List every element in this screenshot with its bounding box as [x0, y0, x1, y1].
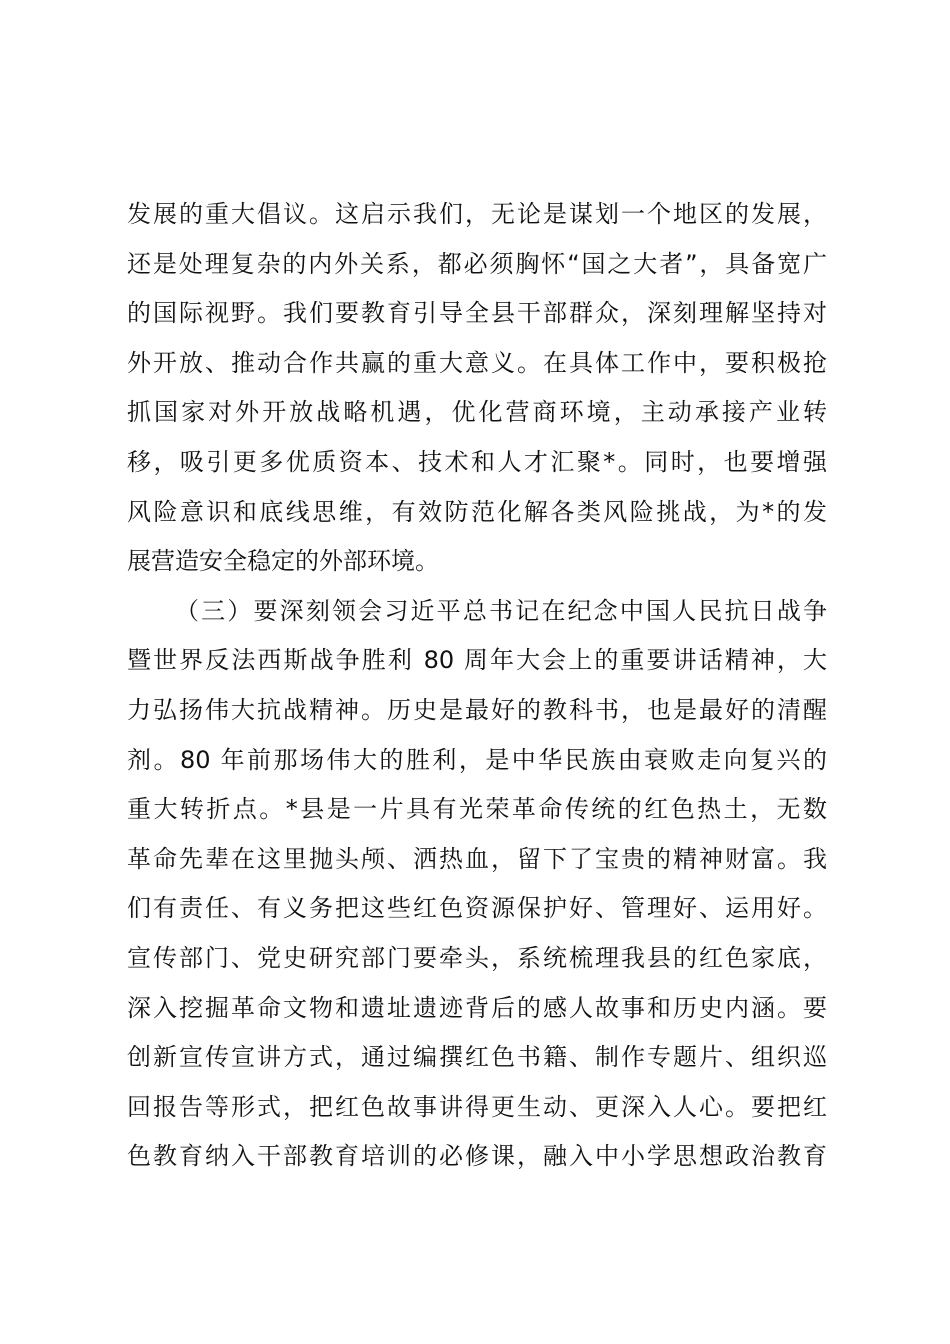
- text-line: 们有责任、有义务把这些红色资源保护好、管理好、运用好。: [127, 894, 827, 923]
- text-line: 重大转折点。*县是一片具有光荣革命传统的红色热土，无数: [127, 795, 827, 824]
- document-body: [127, 190, 827, 1182]
- text-line: 宣传部门、党史研究部门要牵头，系统梳理我县的红色家底，: [127, 943, 827, 972]
- paragraph-1: [127, 190, 827, 587]
- text-line: 发展的重大倡议。这启示我们，无论是谋划一个地区的发展，: [127, 200, 827, 228]
- text-line: 的国际视野。我们要教育引导全县干部群众，深刻理解坚持对: [127, 299, 827, 328]
- text-line: 回报告等形式，把红色故事讲得更生动、更深入人心。要把红: [127, 1092, 827, 1121]
- text-line: 移，吸引更多优质资本、技术和人才汇聚*。同时，也要增强: [127, 447, 827, 476]
- text-line: 暨世界反法西斯战争胜利 80 周年大会上的重要讲话精神，大: [127, 646, 827, 675]
- text-line: 还是处理复杂的内外关系，都必须胸怀“国之大者”，具备宽广: [127, 249, 827, 278]
- text-line: 力弘扬伟大抗战精神。历史是最好的教科书，也是最好的清醒: [127, 695, 827, 724]
- text-line: 色教育纳入干部教育培训的必修课，融入中小学思想政治教育: [127, 1142, 827, 1171]
- text-line: 风险意识和底线思维，有效防范化解各类风险挑战，为*的发: [127, 497, 827, 526]
- text-line: （三）要深刻领会习近平总书记在纪念中国人民抗日战争: [175, 596, 827, 625]
- text-line: 外开放、推动合作共赢的重大意义。在具体工作中，要积极抢: [127, 348, 827, 377]
- text-line: 创新宣传宣讲方式，通过编撰红色书籍、制作专题片、组织巡: [127, 1043, 827, 1072]
- text-line: 抓国家对外开放战略机遇，优化营商环境，主动承接产业转: [127, 398, 827, 427]
- text-line: 深入挖掘革命文物和遗址遗迹背后的感人故事和历史内涵。要: [127, 993, 827, 1022]
- paragraph-2: [127, 587, 827, 1182]
- text-line: 革命先辈在这里抛头颅、洒热血，留下了宝贵的精神财富。我: [127, 844, 827, 873]
- text-line: 展营造安全稳定的外部环境。: [127, 547, 439, 576]
- text-line: 剂。80 年前那场伟大的胜利，是中华民族由衰败走向复兴的: [127, 745, 827, 774]
